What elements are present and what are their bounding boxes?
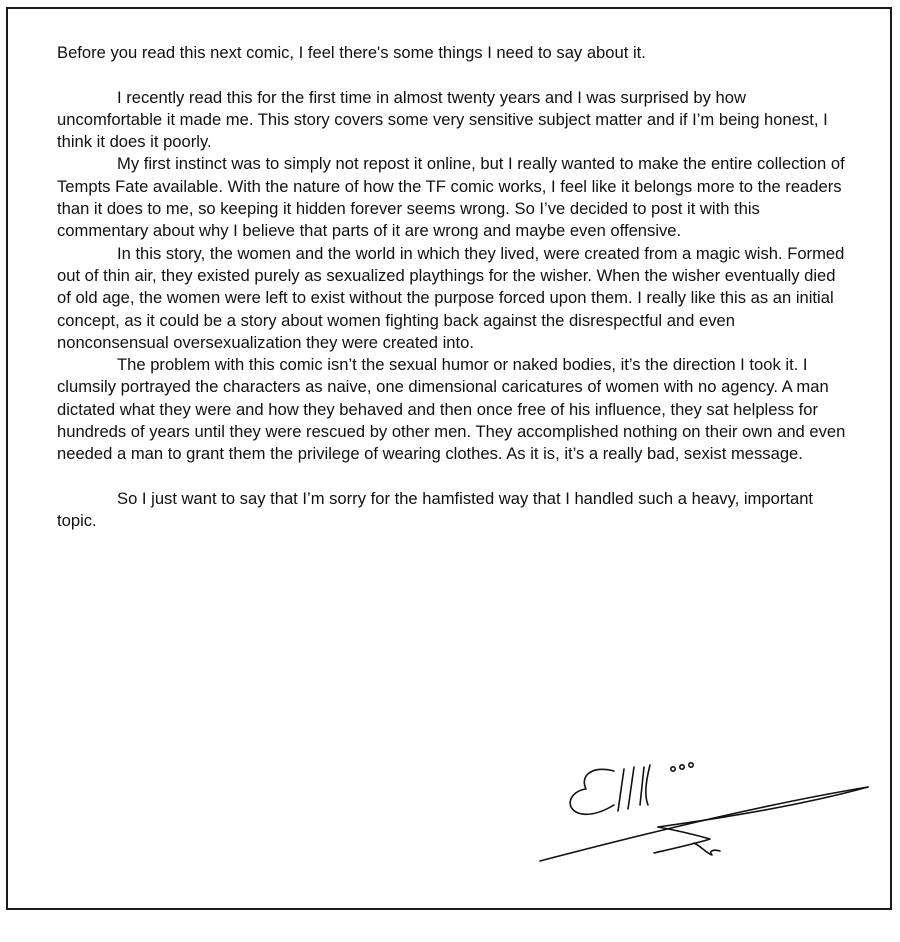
handwritten-signature: [530, 755, 880, 875]
paragraph-4: The problem with this comic isn’t the sexual humor or naked bodies, it’s the direction I took it. I clumsily portrayed the characters as naive, one dimensional caricatures of women with no agency. A man dictated what they were and how they behaved and then once free of his influence, they sat helpless for hundreds of years until they were rescued by other men. They accomplished nothing on their own and even needed a man to grant them the privilege of wearing clothes. As it is, it’s a really bad, sexist message.: [57, 355, 846, 464]
intro-line: Before you read this next comic, I feel there's some things I need to say about it.: [57, 43, 646, 62]
paragraph-1: I recently read this for the first time in almost twenty years and I was surprised by how uncomfortable it made me. This story covers some very sensitive subject matter and if I’m being honest, I think it does it poorly.: [57, 87, 828, 152]
paragraph-2: My first instinct was to simply not repost it online, but I really wanted to make the entire collection of Tempts Fate available. With the nature of how the TF comic works, I feel like it belongs more to the readers than it does to me, so keeping it hidden forever seems wrong. So I’ve decided to post it with this commentary about why I believe that parts of it are wrong and maybe even offensive.: [57, 154, 845, 241]
paragraph-3: In this story, the women and the world in which they lived, were created from a magic wish. Formed out of thin air, they existed purely as sexualized playthings for the wisher. When the wisher eventually died of old age, the women were left to exist without the purpose forced upon them. I really like this as an initial concept, as it could be a story about women fighting back against the disrespectful and even nonconsensual oversexualization they were created into.: [57, 243, 845, 352]
letter-body: [57, 42, 847, 533]
closing-paragraph: So I just want to say that I’m sorry for the hamfisted way that I handled such a heavy, important topic.: [57, 488, 814, 531]
